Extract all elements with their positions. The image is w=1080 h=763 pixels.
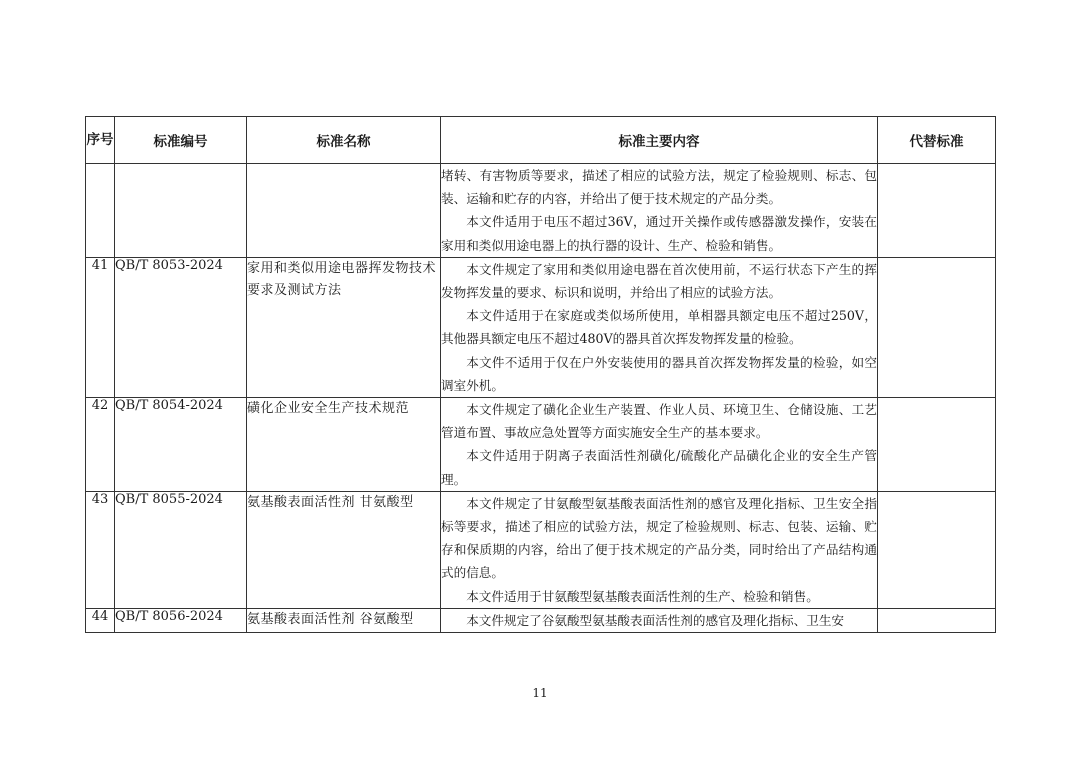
header-name: 标准名称 [247,117,441,164]
cell-seq [86,164,115,258]
standards-table [85,116,996,633]
cell-seq: 41 [86,257,115,397]
cell-code: QB/T 8055-2024 [115,491,247,608]
header-replaces: 代替标准 [878,117,996,164]
content-paragraph: 本文件适用于在家庭或类似场所使用，单相器具额定电压不超过250V，其他器具额定电压不超过480V的器具首次挥发物挥发量的检验。 [441,308,877,347]
table-row [86,398,996,492]
cell-code: QB/T 8054-2024 [115,398,247,492]
header-content: 标准主要内容 [441,117,878,164]
cell-content [441,608,878,632]
cell-name: 氨基酸表面活性剂 谷氨酸型 [247,608,441,632]
content-paragraph: 本文件适用于电压不超过36V，通过开关操作或传感器激发操作，安装在家用和类似用途电器上的执行器的设计、生产、检验和销售。 [441,214,877,253]
cell-replaces [878,164,996,258]
cell-seq: 42 [86,398,115,492]
cell-name [247,164,441,258]
content-paragraph: 堵转、有害物质等要求，描述了相应的试验方法，规定了检验规则、标志、包装、运输和贮存的内容，并给出了便于技术规定的产品分类。 [441,168,877,207]
cell-replaces [878,257,996,397]
table-body [86,164,996,633]
page-number: 11 [532,686,548,700]
table-row [86,491,996,608]
cell-replaces [878,491,996,608]
table-row [86,608,996,632]
cell-seq: 43 [86,491,115,608]
header-code: 标准编号 [115,117,247,164]
cell-name: 氨基酸表面活性剂 甘氨酸型 [247,491,441,608]
cell-code: QB/T 8053-2024 [115,257,247,397]
content-paragraph: 本文件规定了谷氨酸型氨基酸表面活性剂的感官及理化指标、卫生安 [466,612,844,628]
cell-replaces [878,608,996,632]
content-paragraph: 本文件不适用于仅在户外安装使用的器具首次挥发物挥发量的检验，如空调室外机。 [441,354,877,393]
cell-code: QB/T 8056-2024 [115,608,247,632]
content-paragraph: 本文件适用于甘氨酸型氨基酸表面活性剂的生产、检验和销售。 [466,588,819,604]
cell-content [441,491,878,608]
cell-content [441,164,878,258]
cell-content [441,257,878,397]
content-paragraph: 本文件适用于阴离子表面活性剂磺化/硫酸化产品磺化企业的安全生产管理。 [441,448,877,487]
cell-code [115,164,247,258]
table-row [86,257,996,397]
header-row [86,117,996,164]
cell-name: 磺化企业安全生产技术规范 [247,398,441,492]
cell-name: 家用和类似用途电器挥发物技术要求及测试方法 [247,257,441,397]
cell-replaces [878,398,996,492]
content-paragraph: 本文件规定了甘氨酸型氨基酸表面活性剂的感官及理化指标、卫生安全指标等要求，描述了相应的试验方法，规定了检验规则、标志、包装、运输、贮存和保质期的内容，给出了便于技术规定的产品分类，同时给出了产品结构通式的信息。 [441,495,877,581]
cell-seq: 44 [86,608,115,632]
cell-content [441,398,878,492]
content-paragraph: 本文件规定了磺化企业生产装置、作业人员、环境卫生、仓储设施、工艺管道布置、事故应急处置等方面实施安全生产的基本要求。 [441,402,877,441]
content-paragraph: 本文件规定了家用和类似用途电器在首次使用前，不运行状态下产生的挥发物挥发量的要求、标识和说明，并给出了相应的试验方法。 [441,261,877,301]
header-seq: 序号 [86,117,115,164]
table-row [86,164,996,258]
